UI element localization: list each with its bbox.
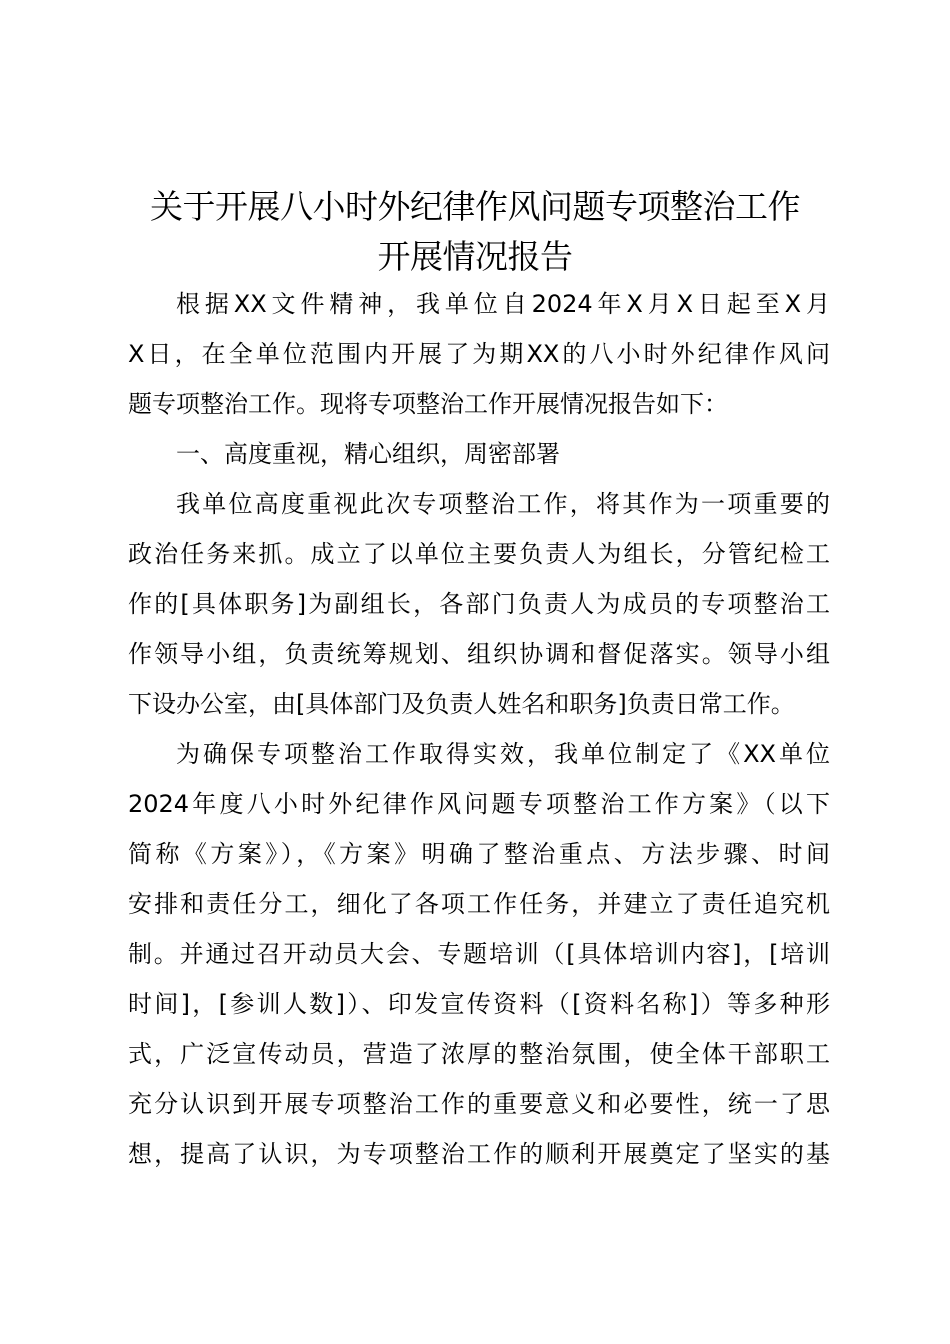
paragraph-1-line-2: X日，在全单位范围内开展了为期XX的八小时外纪律作风问	[128, 340, 830, 368]
paragraph-3-line-2: 2024年度八小时外纪律作风问题专项整治工作方案》（以下	[128, 790, 830, 818]
document-title	[0, 182, 950, 282]
paragraph-3-line-8: 充分认识到开展专项整治工作的重要意义和必要性，统一了思	[128, 1090, 830, 1118]
paragraph-2-line-3: 作的[具体职务]为副组长，各部门负责人为成员的专项整治工	[128, 590, 830, 618]
paragraph-2-line-1: 我单位高度重视此次专项整治工作，将其作为一项重要的	[176, 490, 830, 518]
paragraph-3-line-4: 安排和责任分工，细化了各项工作任务，并建立了责任追究机	[128, 890, 830, 918]
paragraph-2-line-5: 下设办公室，由[具体部门及负责人姓名和职务]负责日常工作。	[128, 690, 795, 718]
paragraph-1-line-1: 根据XX文件精神，我单位自2024年X月X日起至X月	[176, 290, 830, 318]
paragraph-2-line-2: 政治任务来抓。成立了以单位主要负责人为组长，分管纪检工	[128, 540, 830, 568]
paragraph-1-line-3: 题专项整治工作。现将专项整治工作开展情况报告如下：	[128, 390, 728, 418]
section-heading-1: 一、高度重视，精心组织，周密部署	[176, 440, 560, 468]
paragraph-2-line-4: 作领导小组，负责统筹规划、组织协调和督促落实。领导小组	[128, 640, 830, 668]
title-line-2: 开展情况报告	[377, 237, 573, 276]
paragraph-3-line-9: 想，提高了认识，为专项整治工作的顺利开展奠定了坚实的基	[128, 1140, 830, 1168]
paragraph-3-line-7: 式，广泛宣传动员，营造了浓厚的整治氛围，使全体干部职工	[128, 1040, 830, 1068]
paragraph-3-line-3: 简称《方案》），《方案》明确了整治重点、方法步骤、时间	[128, 840, 830, 868]
paragraph-3-line-5: 制。并通过召开动员大会、专题培训（[具体培训内容]，[培训	[128, 940, 830, 968]
paragraph-3-line-1: 为确保专项整治工作取得实效，我单位制定了《XX单位	[176, 740, 830, 768]
paragraph-3-line-6: 时间]，[参训人数]）、印发宣传资料（[资料名称]）等多种形	[128, 990, 830, 1018]
title-line-1: 关于开展八小时外纪律作风问题专项整治工作	[150, 187, 800, 226]
